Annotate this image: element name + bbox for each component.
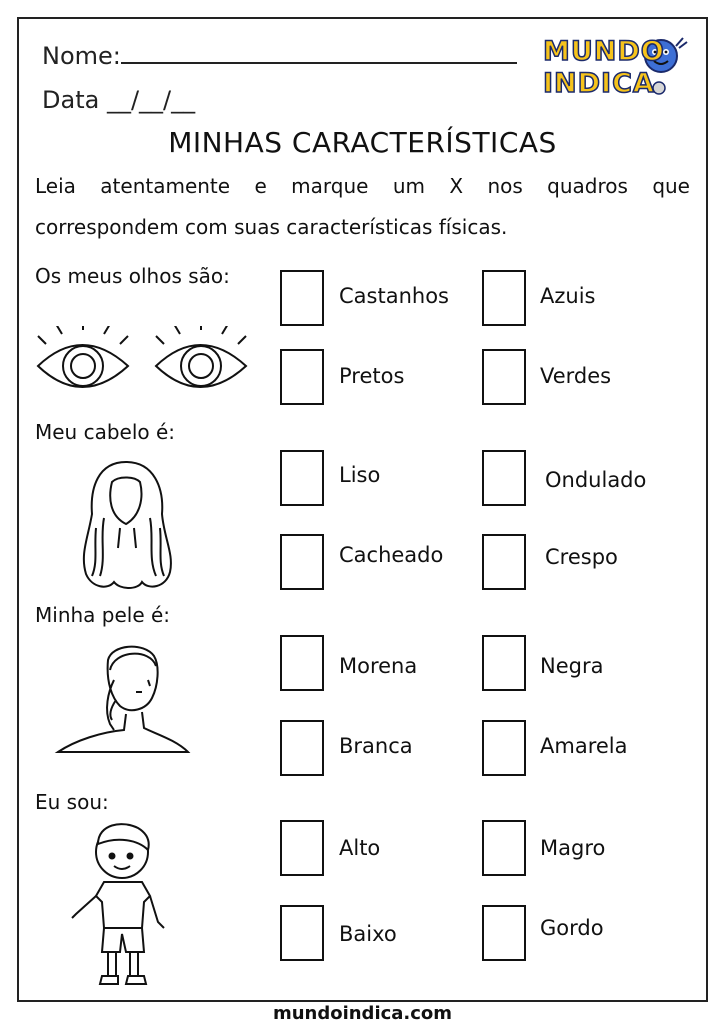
- logo-text-top: MUNDO: [543, 36, 665, 67]
- checkbox-baixo[interactable]: [280, 905, 324, 961]
- option-castanhos: Castanhos: [339, 284, 449, 308]
- checkbox-crespo[interactable]: [482, 534, 526, 590]
- section-eyes-label: Os meus olhos são:: [35, 264, 230, 288]
- checkbox-amarela[interactable]: [482, 720, 526, 776]
- checkbox-morena[interactable]: [280, 635, 324, 691]
- date-field: [42, 86, 195, 114]
- option-crespo: Crespo: [545, 545, 618, 569]
- checkbox-castanhos[interactable]: [280, 270, 324, 326]
- name-field: [42, 42, 517, 70]
- checkbox-cacheado[interactable]: [280, 534, 324, 590]
- footer-website: mundoindica.com: [272, 1003, 453, 1024]
- name-label: Nome:: [42, 42, 121, 70]
- option-magro: Magro: [540, 836, 606, 860]
- boy-illustration: [68, 818, 176, 994]
- eyes-illustration: [32, 326, 256, 406]
- date-blanks[interactable]: __/__/__: [106, 86, 196, 114]
- option-baixo: Baixo: [339, 922, 397, 946]
- instructions-line-2: correspondem com suas características físicas.: [35, 215, 508, 239]
- option-amarela: Amarela: [540, 734, 628, 758]
- checkbox-liso[interactable]: [280, 450, 324, 506]
- worksheet-title: MINHAS CARACTERÍSTICAS: [168, 126, 557, 159]
- checkbox-alto[interactable]: [280, 820, 324, 876]
- checkbox-ondulado[interactable]: [482, 450, 526, 506]
- mundo-indica-logo: [541, 34, 701, 100]
- name-line[interactable]: [121, 62, 517, 64]
- checkbox-magro[interactable]: [482, 820, 526, 876]
- instructions-line-1: Leia atentamente e marque um X nos quadros que: [35, 174, 690, 198]
- option-morena: Morena: [339, 654, 418, 678]
- person-touching-face-illustration: [52, 640, 194, 760]
- section-hair-label: Meu cabelo é:: [35, 420, 176, 444]
- checkbox-azuis[interactable]: [482, 270, 526, 326]
- section-skin-label: Minha pele é:: [35, 603, 171, 627]
- option-alto: Alto: [339, 836, 381, 860]
- option-verdes: Verdes: [540, 364, 612, 388]
- checkbox-pretos[interactable]: [280, 349, 324, 405]
- option-branca: Branca: [339, 734, 413, 758]
- long-hair-illustration: [78, 458, 176, 594]
- section-body-label: Eu sou:: [35, 790, 109, 814]
- option-azuis: Azuis: [540, 284, 596, 308]
- option-gordo: Gordo: [540, 916, 604, 940]
- checkbox-gordo[interactable]: [482, 905, 526, 961]
- logo-text-bottom: INDICA: [543, 68, 655, 99]
- checkbox-negra[interactable]: [482, 635, 526, 691]
- option-ondulado: Ondulado: [545, 468, 647, 492]
- option-negra: Negra: [540, 654, 604, 678]
- date-label: Data: [42, 86, 100, 114]
- option-liso: Liso: [339, 463, 381, 487]
- option-cacheado: Cacheado: [339, 543, 444, 567]
- checkbox-branca[interactable]: [280, 720, 324, 776]
- checkbox-verdes[interactable]: [482, 349, 526, 405]
- option-pretos: Pretos: [339, 364, 405, 388]
